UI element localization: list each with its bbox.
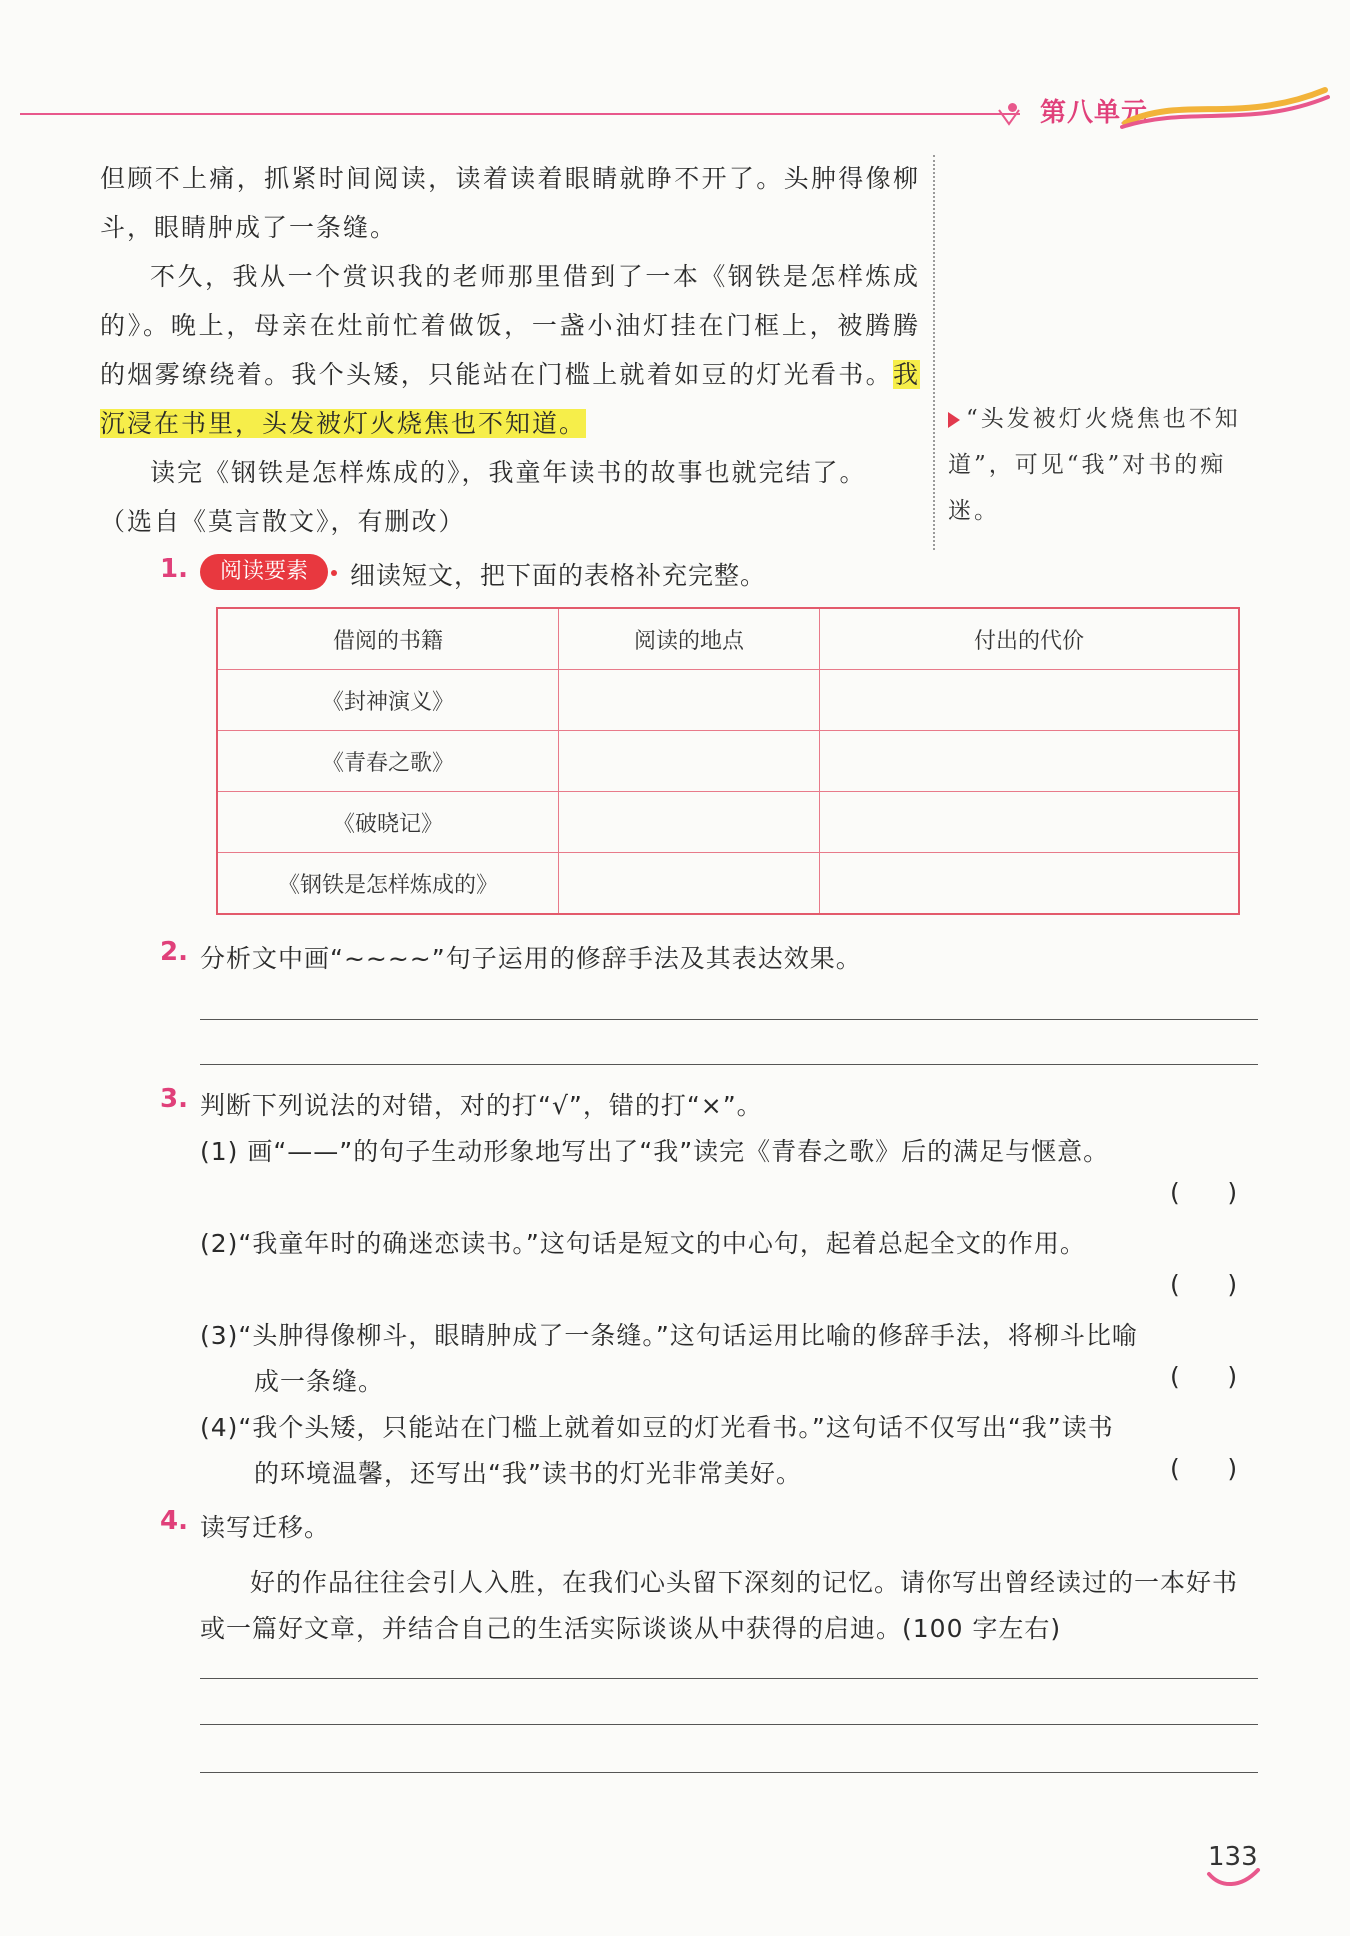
passage-para-1: 但顾不上痛，抓紧时间阅读，读着读着眼睛就睁不开了。头肿得像柳斗，眼睛肿成了一条缝。 xyxy=(100,164,920,242)
q3-answer-bracket-1[interactable]: ( ) xyxy=(1170,1178,1238,1207)
cost-answer-cell[interactable] xyxy=(820,853,1240,915)
header-rule xyxy=(20,113,1020,115)
q4-text: 读写迁移。 xyxy=(200,1513,331,1542)
q3-statement-3-cont: 成一条缝。 xyxy=(254,1367,385,1396)
side-note: “头发被灯火烧焦也不知道”，可见“我”对书的痴迷。 xyxy=(948,406,1241,524)
highlighted-sentence: 我沉浸在书里，头发被灯火烧焦也不知道。 xyxy=(100,360,920,438)
place-answer-cell[interactable] xyxy=(559,731,820,792)
answer-line[interactable] xyxy=(200,1019,1258,1020)
header-place: 阅读的地点 xyxy=(559,608,820,670)
q1-number: 1. xyxy=(160,554,188,584)
book-cell: 《破晓记》 xyxy=(217,792,559,853)
book-cell: 《封神演义》 xyxy=(217,670,559,731)
q2-number: 2. xyxy=(160,937,188,967)
answer-line[interactable] xyxy=(200,1772,1258,1773)
book-cell: 《钢铁是怎样炼成的》 xyxy=(217,853,559,915)
cost-answer-cell[interactable] xyxy=(820,670,1240,731)
reading-passage xyxy=(100,154,920,546)
badge-dot-icon xyxy=(331,570,337,576)
header-dot-icon xyxy=(1008,103,1017,112)
book-cell: 《青春之歌》 xyxy=(217,731,559,792)
table-row xyxy=(217,853,1239,915)
place-answer-cell[interactable] xyxy=(559,792,820,853)
q4-prompt: 好的作品往往会引人入胜，在我们心头留下深刻的记忆。请你写出曾经读过的一本好书或一篇好文章，并结合自己的生活实际谈谈从中获得的启迪。(100 字左右) xyxy=(200,1568,1239,1643)
table-row xyxy=(217,792,1239,853)
margin-divider xyxy=(933,155,935,550)
passage-para-3: 读完《钢铁是怎样炼成的》，我童年读书的故事也就完结了。 xyxy=(150,458,867,487)
q4-number: 4. xyxy=(160,1506,188,1536)
q3-statement-4: (4)“我个头矮，只能站在门槛上就着如豆的灯光看书。”这句话不仅写出“我”读书 xyxy=(200,1413,1114,1442)
triangle-marker-icon xyxy=(948,412,960,428)
q3-number: 3. xyxy=(160,1084,188,1114)
unit-title: 第八单元 xyxy=(1040,98,1149,128)
q3-answer-bracket-2[interactable]: ( ) xyxy=(1170,1270,1238,1299)
q3-statement-4-cont: 的环境温馨，还写出“我”读书的灯光非常美好。 xyxy=(254,1459,802,1488)
q3-statement-2: (2)“我童年时的确迷恋读书。”这句话是短文的中心句，起着总起全文的作用。 xyxy=(200,1229,1086,1258)
reading-element-badge: 阅读要素 xyxy=(200,554,328,590)
table-header-row xyxy=(217,608,1239,670)
cost-answer-cell[interactable] xyxy=(820,792,1240,853)
book-table xyxy=(216,607,1240,915)
table-row xyxy=(217,670,1239,731)
answer-line[interactable] xyxy=(200,1678,1258,1679)
passage-para-2: 不久，我从一个赏识我的老师那里借到了一本《钢铁是怎样炼成的》。晚上，母亲在灶前忙着做饭，一盏小油灯挂在门框上，被腾腾的烟雾缭绕着。我个头矮，只能站在门槛上就着如豆的灯光看书。我沉浸在书里，头发被灯火烧焦也不知道。 xyxy=(100,262,920,438)
q1-text: 细读短文，把下面的表格补充完整。 xyxy=(350,561,767,590)
q3-answer-bracket-4[interactable]: ( ) xyxy=(1170,1454,1238,1483)
header-swoosh-icon xyxy=(1120,85,1330,130)
passage-source: （选自《莫言散文》，有删改） xyxy=(100,507,466,536)
q3-answer-bracket-3[interactable]: ( ) xyxy=(1170,1362,1238,1391)
cost-answer-cell[interactable] xyxy=(820,731,1240,792)
page-number: 133 xyxy=(1208,1842,1258,1872)
page-swoosh-icon xyxy=(1206,1868,1261,1890)
answer-line[interactable] xyxy=(200,1064,1258,1065)
answer-line[interactable] xyxy=(200,1724,1258,1725)
place-answer-cell[interactable] xyxy=(559,670,820,731)
header-books: 借阅的书籍 xyxy=(217,608,559,670)
q2-text: 分析文中画“~~~~”句子运用的修辞手法及其表达效果。 xyxy=(200,944,862,973)
place-answer-cell[interactable] xyxy=(559,853,820,915)
q3-statement-3: (3)“头肿得像柳斗，眼睛肿成了一条缝。”这句话运用比喻的修辞手法，将柳斗比喻 xyxy=(200,1321,1138,1350)
header-cost: 付出的代价 xyxy=(820,608,1240,670)
q3-text: 判断下列说法的对错，对的打“√”，错的打“×”。 xyxy=(200,1091,763,1120)
table-row xyxy=(217,731,1239,792)
q3-statement-1: (1) 画“——”的句子生动形象地写出了“我”读完《青春之歌》后的满足与惬意。 xyxy=(200,1137,1110,1166)
